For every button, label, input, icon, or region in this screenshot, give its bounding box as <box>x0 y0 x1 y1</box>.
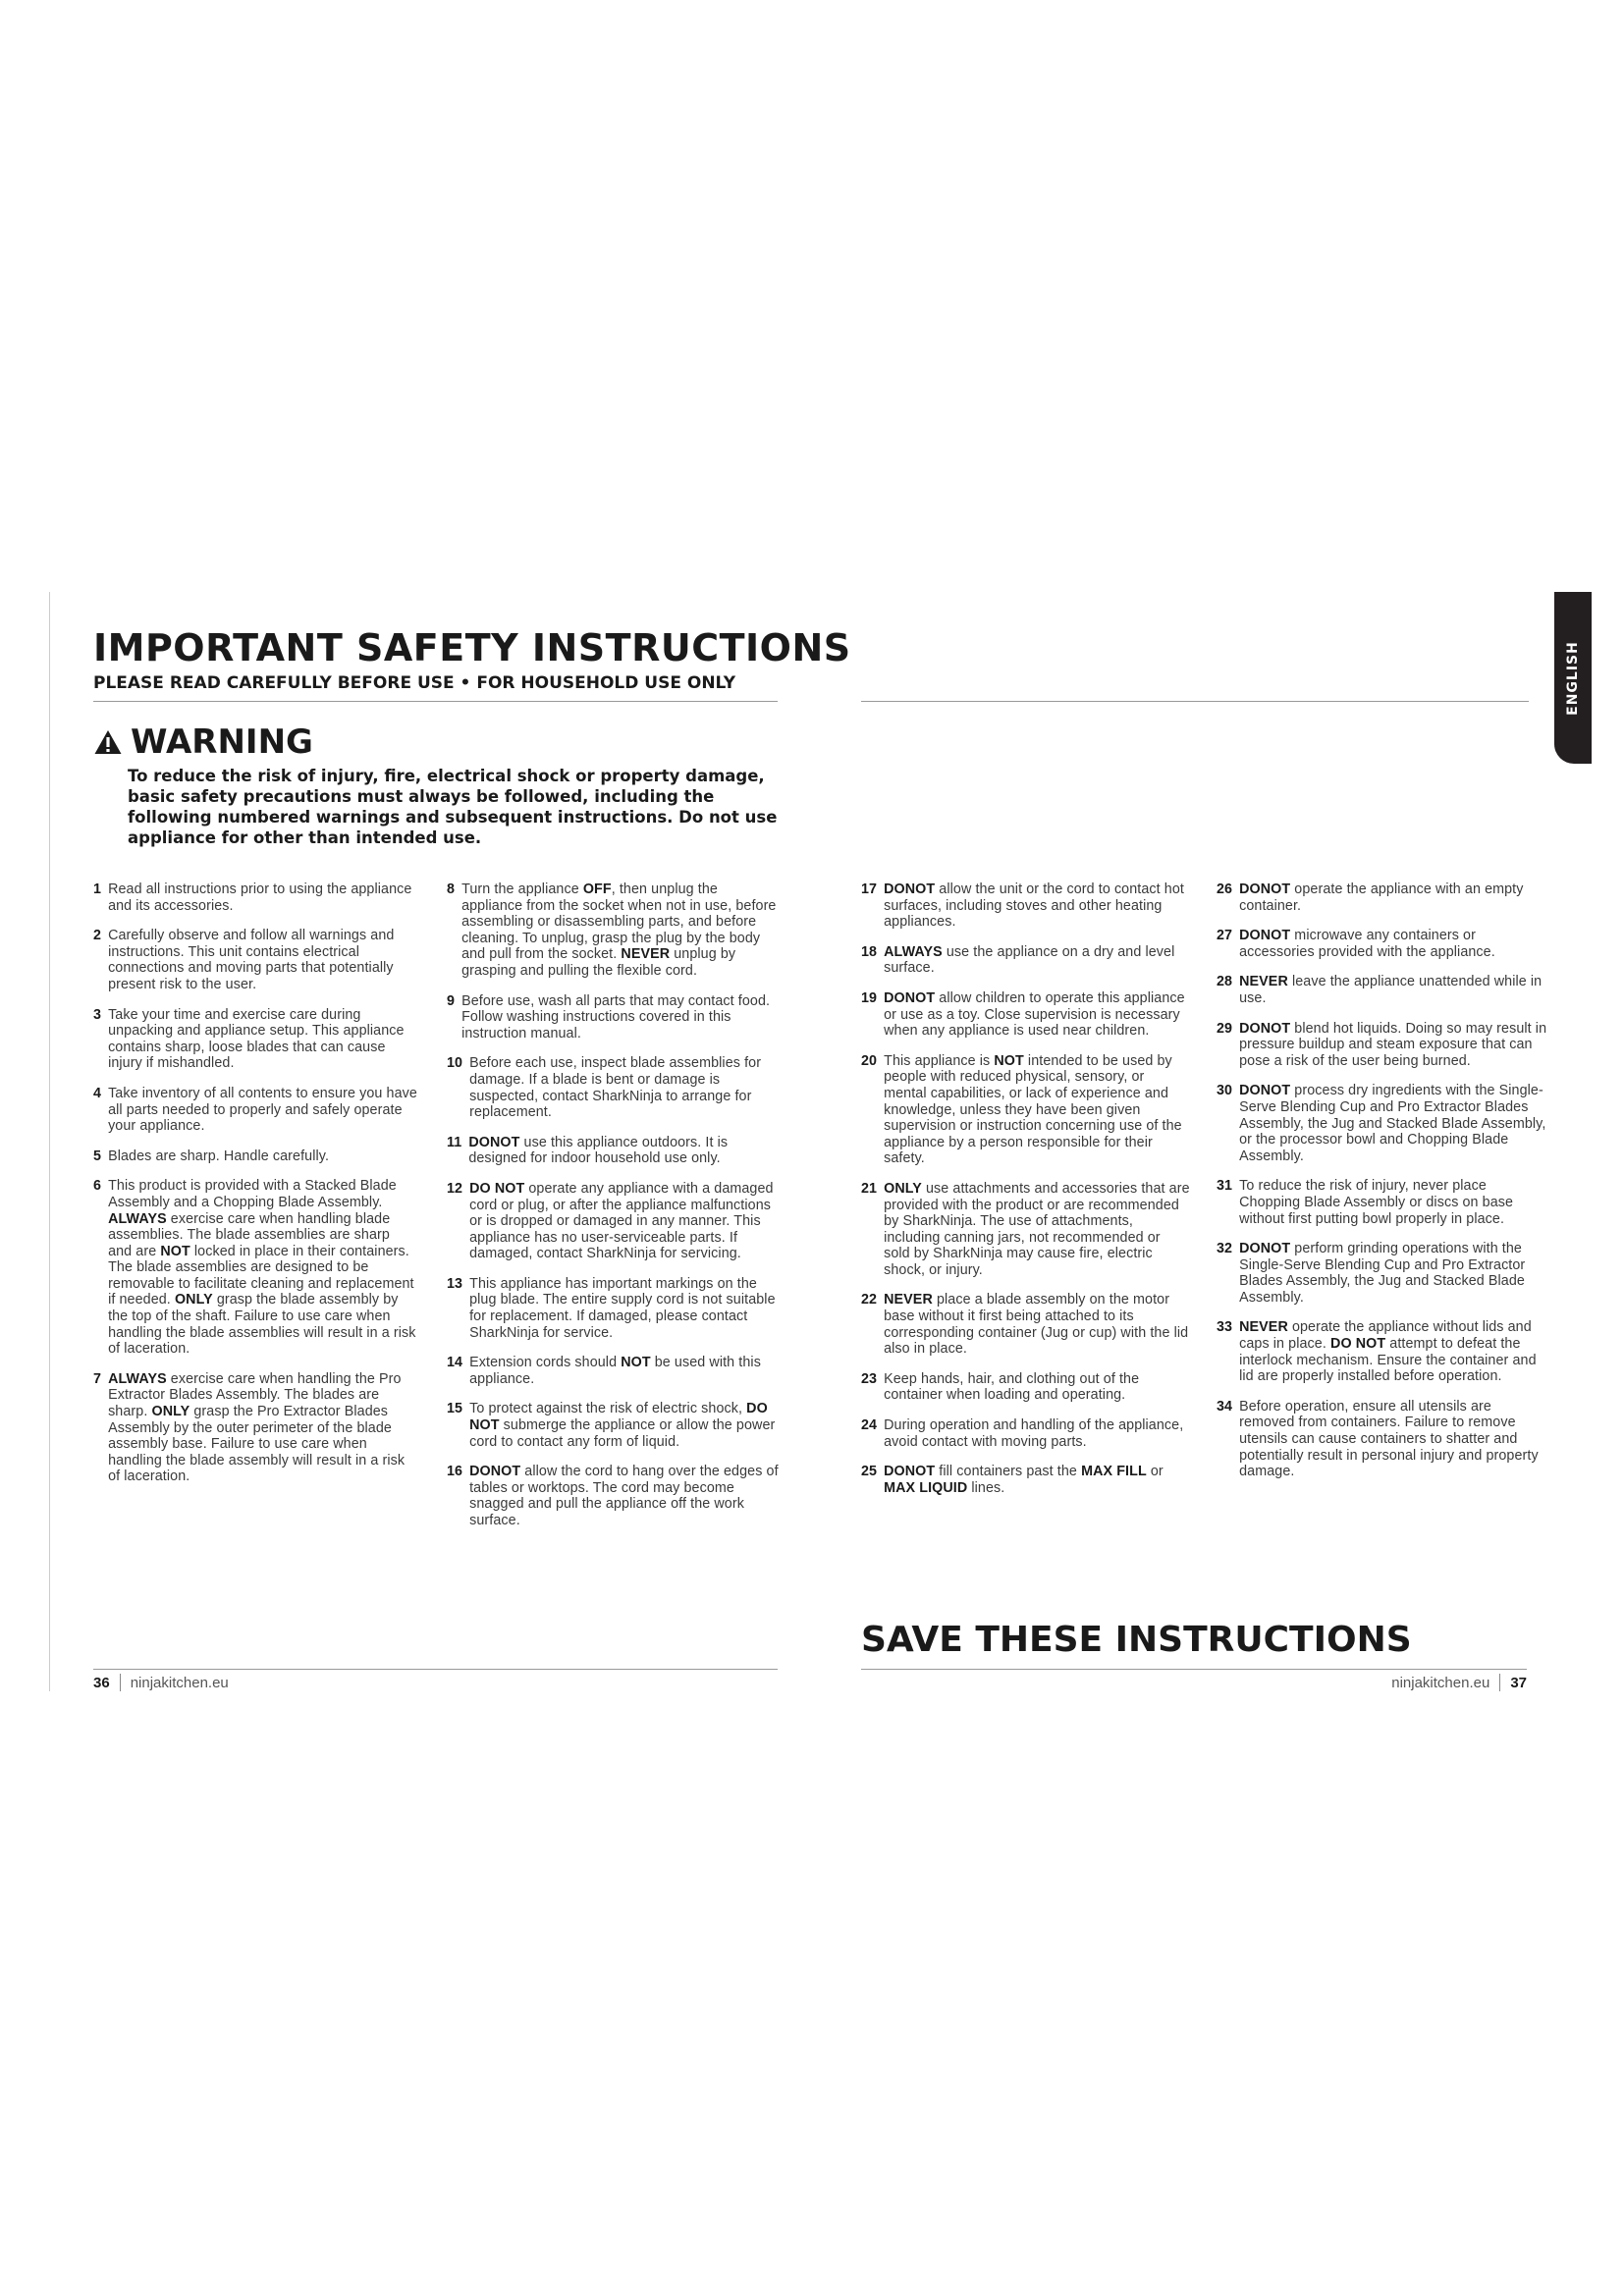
instruction-text <box>1239 881 1550 914</box>
instruction-item <box>861 944 1190 977</box>
instruction-keyword: NEVER <box>621 946 671 963</box>
instruction-text <box>884 1371 1190 1404</box>
instruction-number: 27 <box>1217 928 1233 944</box>
instruction-text-run: submerge the appliance or allow the power cord to contact any form of liquid. <box>469 1417 776 1450</box>
instruction-text-run: This appliance is <box>884 1052 995 1069</box>
title-divider <box>93 701 778 702</box>
instruction-text <box>1239 1241 1550 1306</box>
instruction-text-run: microwave any containers or accessories provided with the appliance. <box>1239 928 1495 960</box>
instruction-number: 14 <box>447 1355 463 1371</box>
instruction-number: 32 <box>1217 1241 1233 1257</box>
page-number-right: 37 <box>1510 1674 1527 1691</box>
instruction-number: 18 <box>861 943 878 960</box>
instruction-keyword: OFF <box>582 881 612 897</box>
instruction-text-run: To protect against the risk of electric shock, <box>469 1401 747 1417</box>
instruction-text-run: fill containers past the <box>935 1464 1082 1480</box>
instruction-number: 20 <box>861 1052 878 1069</box>
instruction-number: 1 <box>93 881 102 897</box>
instruction-text <box>1239 1178 1550 1227</box>
instruction-number: 25 <box>861 1464 878 1480</box>
instruction-text-run: operate the appliance without lids and caps in place. <box>1239 1319 1532 1353</box>
instruction-keyword: DONOT <box>884 881 936 897</box>
instruction-keyword: DONOT <box>1239 928 1291 944</box>
instruction-text-run: blend hot liquids. Doing so may result in pressure buildup and steam exposure that can pose a risk of the user being burned. <box>1239 1020 1547 1069</box>
instruction-text-run: Take inventory of all contents to ensure you have all parts needed to properly and safely operate your appliance. <box>108 1085 417 1135</box>
instruction-number: 19 <box>861 989 878 1006</box>
instructions-column-2 <box>447 881 779 1543</box>
instruction-keyword: DONOT <box>1239 1241 1291 1257</box>
instruction-text-run: Carefully observe and follow all warnings and instructions. This unit contains electrical connections and moving parts that potentially present risk to the user. <box>108 928 395 992</box>
instruction-number: 26 <box>1217 881 1233 897</box>
instruction-text <box>469 1055 779 1120</box>
instruction-text-run: This appliance has important markings on the plug blade. The entire supply cord is not suitable for replacement. If damaged, please contact SharkNinja for service. <box>469 1275 776 1341</box>
instruction-text-run: operate any appliance with a damaged cord or plug, or after the appliance malfunctions or is dropped or damaged in any manner. This appliance has no user-serviceable parts. If damaged, contact SharkNinja for servicing. <box>469 1180 774 1262</box>
instruction-text <box>1239 1319 1550 1384</box>
title-divider-right <box>861 701 1529 702</box>
instruction-item <box>861 1181 1190 1279</box>
footer-divider-right <box>861 1669 1527 1670</box>
instruction-text-run: perform grinding operations with the Single-Serve Blending Cup and Pro Extractor Blades Assembly, the Jug and Stacked Blade Assembly. <box>1239 1241 1526 1306</box>
instruction-text <box>461 993 779 1042</box>
instruction-text-run: , then unplug the appliance from the socket when not in use, before assembling or disassembling parts, and before cleaning. To unplug, grasp the plug by the body and pull from the socket. <box>461 881 777 963</box>
instruction-item <box>1217 1021 1550 1070</box>
instruction-text <box>108 928 417 992</box>
footer-separator <box>1499 1674 1500 1691</box>
instruction-keyword: DO NOT <box>469 1180 525 1197</box>
instruction-number: 15 <box>447 1401 463 1417</box>
instruction-text-run: place a blade assembly on the motor base without it first being attached to its corresponding container (Jug or cup) with the lid also in place. <box>884 1292 1189 1358</box>
instruction-item <box>861 1292 1190 1357</box>
instructions-column-1 <box>93 881 417 1499</box>
instruction-number: 21 <box>861 1180 878 1197</box>
instruction-item <box>447 1055 779 1120</box>
instruction-keyword: DO NOT <box>1330 1336 1386 1353</box>
instruction-text-run: use the appliance on a dry and level surface. <box>884 943 1175 977</box>
instruction-item <box>93 1007 417 1072</box>
instruction-text <box>468 1135 779 1167</box>
instructions-column-4 <box>1217 881 1550 1494</box>
instruction-keyword: NEVER <box>1239 1319 1288 1336</box>
instruction-text-run: Take your time and exercise care during unpacking and appliance setup. This appliance contains sharp, loose blades that can cause injury if mishandled. <box>108 1006 405 1072</box>
instruction-item <box>1217 1241 1550 1306</box>
instruction-keyword: NOT <box>994 1052 1024 1069</box>
instruction-text-run: Before each use, inspect blade assemblies for damage. If a blade is bent or damage is suspected, contact SharkNinja to arrange for replacement. <box>469 1055 762 1121</box>
instruction-keyword: DONOT <box>884 989 936 1006</box>
instruction-text-run: This product is provided with a Stacked Blade Assembly and a Chopping Blade Assembly. <box>108 1178 397 1210</box>
instruction-keyword: ONLY <box>174 1292 213 1308</box>
instruction-number: 7 <box>93 1370 102 1387</box>
footer-divider-left <box>93 1669 778 1670</box>
instruction-item <box>447 1464 779 1528</box>
instruction-number: 23 <box>861 1370 878 1387</box>
instruction-item <box>861 1053 1190 1167</box>
instruction-item <box>447 993 779 1042</box>
instruction-text <box>469 1181 779 1262</box>
instruction-text <box>884 1464 1190 1496</box>
instruction-item <box>447 1181 779 1262</box>
instruction-keyword: ALWAYS <box>108 1370 167 1387</box>
left-page-edge <box>49 592 50 1691</box>
instruction-text-run: To reduce the risk of injury, never place Chopping Blade Assembly or discs on base without first putting bowl properly in place. <box>1239 1178 1514 1227</box>
warning-triangle-icon <box>93 728 123 756</box>
instructions-column-3 <box>861 881 1190 1510</box>
instruction-text <box>108 1086 417 1135</box>
instruction-number: 22 <box>861 1292 878 1308</box>
warning-title: WARNING <box>131 722 313 762</box>
instruction-text <box>884 881 1190 931</box>
instruction-text <box>1239 1399 1550 1480</box>
instruction-number: 30 <box>1217 1083 1233 1099</box>
instruction-item <box>1217 1399 1550 1480</box>
instruction-item <box>447 1401 779 1450</box>
instruction-item <box>93 928 417 992</box>
instruction-number: 12 <box>447 1180 463 1197</box>
instruction-text-run: Before use, wash all parts that may contact food. Follow washing instructions covered in this instruction manual. <box>461 992 771 1041</box>
page-number-left: 36 <box>93 1674 110 1691</box>
instruction-item <box>861 990 1190 1040</box>
instruction-text <box>469 1355 779 1387</box>
save-instructions-heading: SAVE THESE INSTRUCTIONS <box>861 1620 1412 1660</box>
instruction-text <box>108 881 417 914</box>
language-tab-label: ENGLISH <box>1565 640 1581 716</box>
instruction-text-run: use this appliance outdoors. It is designed for indoor household use only. <box>468 1134 729 1167</box>
instruction-number: 2 <box>93 928 102 944</box>
footer-separator <box>120 1674 121 1691</box>
instruction-text <box>1239 1083 1550 1164</box>
instruction-number: 24 <box>861 1417 878 1434</box>
instruction-text <box>884 990 1190 1040</box>
website-left: ninjakitchen.eu <box>130 1674 229 1691</box>
instruction-number: 11 <box>447 1134 462 1150</box>
instruction-keyword: NOT <box>621 1355 651 1371</box>
instruction-keyword: DONOT <box>884 1464 936 1480</box>
instruction-text-run: process dry ingredients with the Single-Serve Blending Cup and Pro Extractor Blades Assembly, the Jug and Stacked Blade Assembly, or the processor bowl and Chopping Blade Assembly. <box>1239 1083 1546 1164</box>
instruction-keyword: DONOT <box>1239 1083 1291 1099</box>
instruction-text-run: Blades are sharp. Handle carefully. <box>108 1148 330 1164</box>
instruction-item <box>861 1417 1190 1450</box>
instruction-keyword: DONOT <box>1239 1020 1291 1037</box>
instruction-number: 31 <box>1217 1178 1233 1195</box>
instruction-number: 34 <box>1217 1398 1233 1415</box>
instruction-item <box>93 1371 417 1485</box>
instruction-number: 4 <box>93 1085 102 1101</box>
instruction-item <box>93 881 417 914</box>
instruction-number: 17 <box>861 881 878 897</box>
page-title: IMPORTANT SAFETY INSTRUCTIONS <box>93 626 851 669</box>
instruction-text <box>108 1148 417 1165</box>
instruction-text <box>884 1292 1190 1357</box>
instruction-text-run: attempt to defeat the interlock mechanism. Ensure the container and lid are properly installed before operation. <box>1239 1336 1537 1385</box>
instruction-item <box>447 1276 779 1341</box>
instruction-text-run: locked in place in their containers. The blade assemblies are designed to be removable to facilitate cleaning and replacement if needed. <box>108 1243 414 1308</box>
instruction-text-run: operate the appliance with an empty container. <box>1239 881 1524 914</box>
instruction-number: 28 <box>1217 974 1233 990</box>
instruction-item <box>1217 881 1550 914</box>
instruction-text-run: Extension cords should <box>469 1355 622 1371</box>
instruction-text <box>469 1401 779 1450</box>
footer-right <box>1391 1674 1527 1691</box>
instruction-text <box>884 1417 1190 1450</box>
instruction-text-run: Read all instructions prior to using the appliance and its accessories. <box>108 881 412 914</box>
instruction-keyword: NEVER <box>1239 974 1288 990</box>
instruction-number: 5 <box>93 1148 102 1164</box>
instruction-text <box>108 1178 417 1358</box>
instruction-number: 6 <box>93 1178 102 1195</box>
instruction-text <box>884 1181 1190 1279</box>
instruction-text-run: intended to be used by people with reduced physical, sensory, or mental capabilities, or lack of experience and knowledge, unless they have been given supervision or instruction concerning use of the appliance by a person responsible for their safety. <box>884 1052 1182 1167</box>
instruction-text-run: During operation and handling of the appliance, avoid contact with moving parts. <box>884 1417 1184 1450</box>
instruction-item <box>1217 1319 1550 1384</box>
instruction-text <box>1239 928 1550 960</box>
instruction-item <box>447 1135 779 1167</box>
instruction-number: 8 <box>447 881 456 897</box>
page-subtitle: PLEASE READ CAREFULLY BEFORE USE • FOR HOUSEHOLD USE ONLY <box>93 673 736 693</box>
instruction-text-run: be used with this appliance. <box>469 1355 761 1387</box>
instruction-text-run: unplug by grasping and pulling the flexible cord. <box>461 946 736 979</box>
instruction-item <box>861 881 1190 931</box>
instruction-text <box>1239 974 1550 1006</box>
instruction-text <box>884 944 1190 977</box>
instruction-text <box>469 1276 779 1341</box>
instruction-item <box>1217 1083 1550 1164</box>
instruction-keyword: ONLY <box>884 1180 922 1197</box>
instruction-text-run: lines. <box>967 1479 1005 1496</box>
instruction-keyword: NOT <box>160 1243 190 1259</box>
instruction-keyword: NEVER <box>884 1292 933 1308</box>
instruction-keyword: DONOT <box>1239 881 1291 897</box>
instruction-text-run: or <box>1146 1464 1164 1480</box>
instruction-item <box>1217 1178 1550 1227</box>
website-right: ninjakitchen.eu <box>1391 1674 1490 1691</box>
instruction-item <box>93 1086 417 1135</box>
instruction-number: 3 <box>93 1006 102 1023</box>
language-tab <box>1554 592 1592 764</box>
instruction-number: 16 <box>447 1464 463 1480</box>
warning-heading <box>93 722 313 762</box>
instruction-text-run: allow the cord to hang over the edges of tables or worktops. The cord may become snagged and pull the appliance off the work surface. <box>469 1464 779 1528</box>
instruction-text-run: allow children to operate this appliance or use as a toy. Close supervision is necessary when any appliance is used near children. <box>884 989 1185 1040</box>
instruction-text <box>1239 1021 1550 1070</box>
instruction-text-run: use attachments and accessories that are provided with the product or are recommended by SharkNinja. The use of attachments, including canning jars, not recommended or sold by SharkNinja may cause fire, electric shock, or injury. <box>884 1180 1190 1278</box>
instruction-keyword: DO NOT <box>469 1401 768 1434</box>
instruction-text-run: Keep hands, hair, and clothing out of the container when loading and operating. <box>884 1370 1140 1404</box>
instruction-text-run: Turn the appliance <box>461 881 583 897</box>
instruction-keyword: DONOT <box>469 1464 521 1480</box>
instruction-text-run: leave the appliance unattended while in use. <box>1239 974 1543 1006</box>
warning-text: To reduce the risk of injury, fire, electrical shock or property damage, basic safety precautions must always be followed, including the following numbered warnings and subsequent instructions. Do not use appliance for other than intended use. <box>128 767 778 847</box>
instruction-item <box>861 1464 1190 1496</box>
instruction-number: 9 <box>447 992 456 1009</box>
instruction-keyword: MAX LIQUID <box>884 1479 968 1496</box>
instruction-keyword: DONOT <box>468 1134 520 1150</box>
instruction-number: 10 <box>447 1055 463 1072</box>
instruction-item <box>447 881 779 980</box>
instruction-keyword: MAX FILL <box>1081 1464 1147 1480</box>
instruction-item <box>1217 928 1550 960</box>
instruction-keyword: ALWAYS <box>884 943 943 960</box>
footer-left <box>93 1674 229 1691</box>
instruction-text <box>469 1464 779 1528</box>
instruction-text-run: exercise care when handling the Pro Extractor Blades Assembly. The blades are sharp. <box>108 1370 402 1420</box>
instruction-text <box>108 1007 417 1072</box>
instruction-keyword: ONLY <box>151 1404 190 1420</box>
instruction-text <box>884 1053 1190 1167</box>
instruction-item <box>861 1371 1190 1404</box>
instruction-keyword: ALWAYS <box>108 1210 167 1227</box>
instruction-number: 33 <box>1217 1319 1233 1336</box>
instruction-text-run: grasp the Pro Extractor Blades Assembly by the outer perimeter of the blade assembly base. Failure to use care when handling the blade assembly will result in a risk of laceration. <box>108 1404 406 1485</box>
instruction-text-run: grasp the blade assembly by the top of the shaft. Failure to use care when handling the blade assemblies will result in a risk of laceration. <box>108 1292 416 1358</box>
instruction-text <box>108 1371 417 1485</box>
instruction-text <box>461 881 779 980</box>
instruction-text-run: allow the unit or the cord to contact hot surfaces, including stoves and other heating appliances. <box>884 881 1184 931</box>
instruction-number: 29 <box>1217 1020 1233 1037</box>
instruction-item <box>93 1148 417 1165</box>
instruction-item <box>1217 974 1550 1006</box>
instruction-item <box>447 1355 779 1387</box>
instruction-text-run: exercise care when handling blade assemblies. The blade assemblies are sharp and are <box>108 1210 391 1259</box>
instruction-number: 13 <box>447 1275 463 1292</box>
instruction-text-run: Before operation, ensure all utensils are removed from containers. Failure to remove utensils can cause containers to shatter and potentially result in personal injury and property damage. <box>1239 1398 1539 1480</box>
instruction-item <box>93 1178 417 1358</box>
